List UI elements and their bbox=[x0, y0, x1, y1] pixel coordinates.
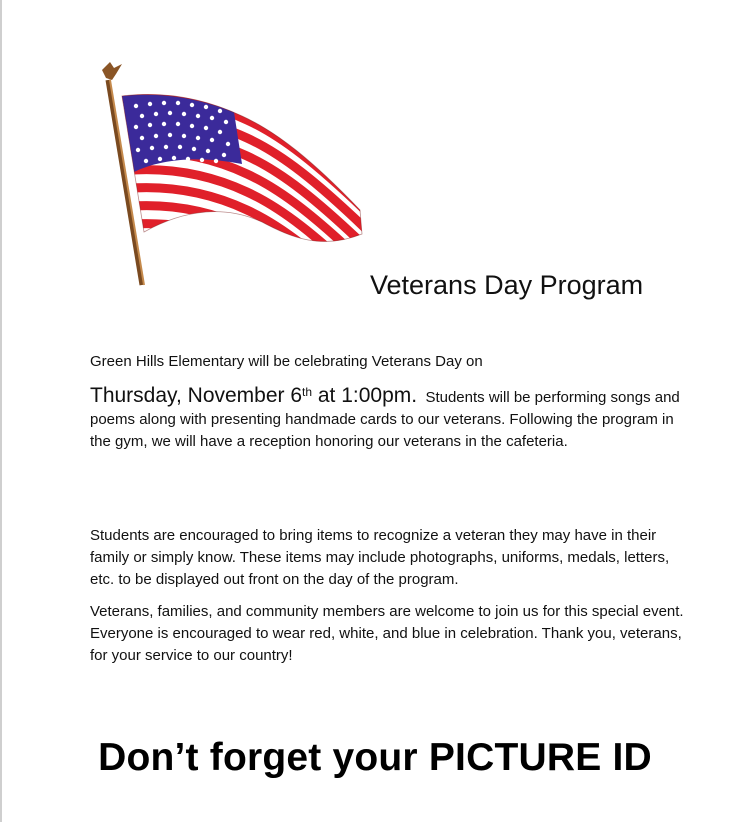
event-details-paragraph bbox=[90, 381, 690, 453]
intro-line: Green Hills Elementary will be celebrating Veterans Day on bbox=[90, 353, 483, 370]
page-edge bbox=[0, 0, 2, 822]
items-paragraph: Students are encouraged to bring items to recognize a veteran they may have in their family or simply know. These items may include photographs, uniforms, medals, letters, etc. to be displayed out front on the day of the program. bbox=[90, 527, 670, 588]
welcome-paragraph: Veterans, families, and community members are welcome to join us for this special event. Everyone is encouraged to wear red, white, and blue in celebration. Thank you, veterans, for your service to our country! bbox=[90, 603, 684, 664]
picture-id-reminder: Don’t forget your PICTURE ID bbox=[98, 736, 652, 779]
date-ordinal-suffix: th bbox=[302, 385, 313, 399]
program-title: Veterans Day Program bbox=[370, 270, 644, 300]
event-date: Thursday, November 6 bbox=[90, 384, 303, 407]
event-time: at 1:00pm. bbox=[312, 384, 418, 407]
program-description: Students will be performing songs and poems along with presenting handmade cards to our veterans. Following the program in the gym, we will have a reception honoring our veterans in the cafeteria. bbox=[90, 389, 680, 450]
american-flag-image bbox=[92, 60, 372, 295]
